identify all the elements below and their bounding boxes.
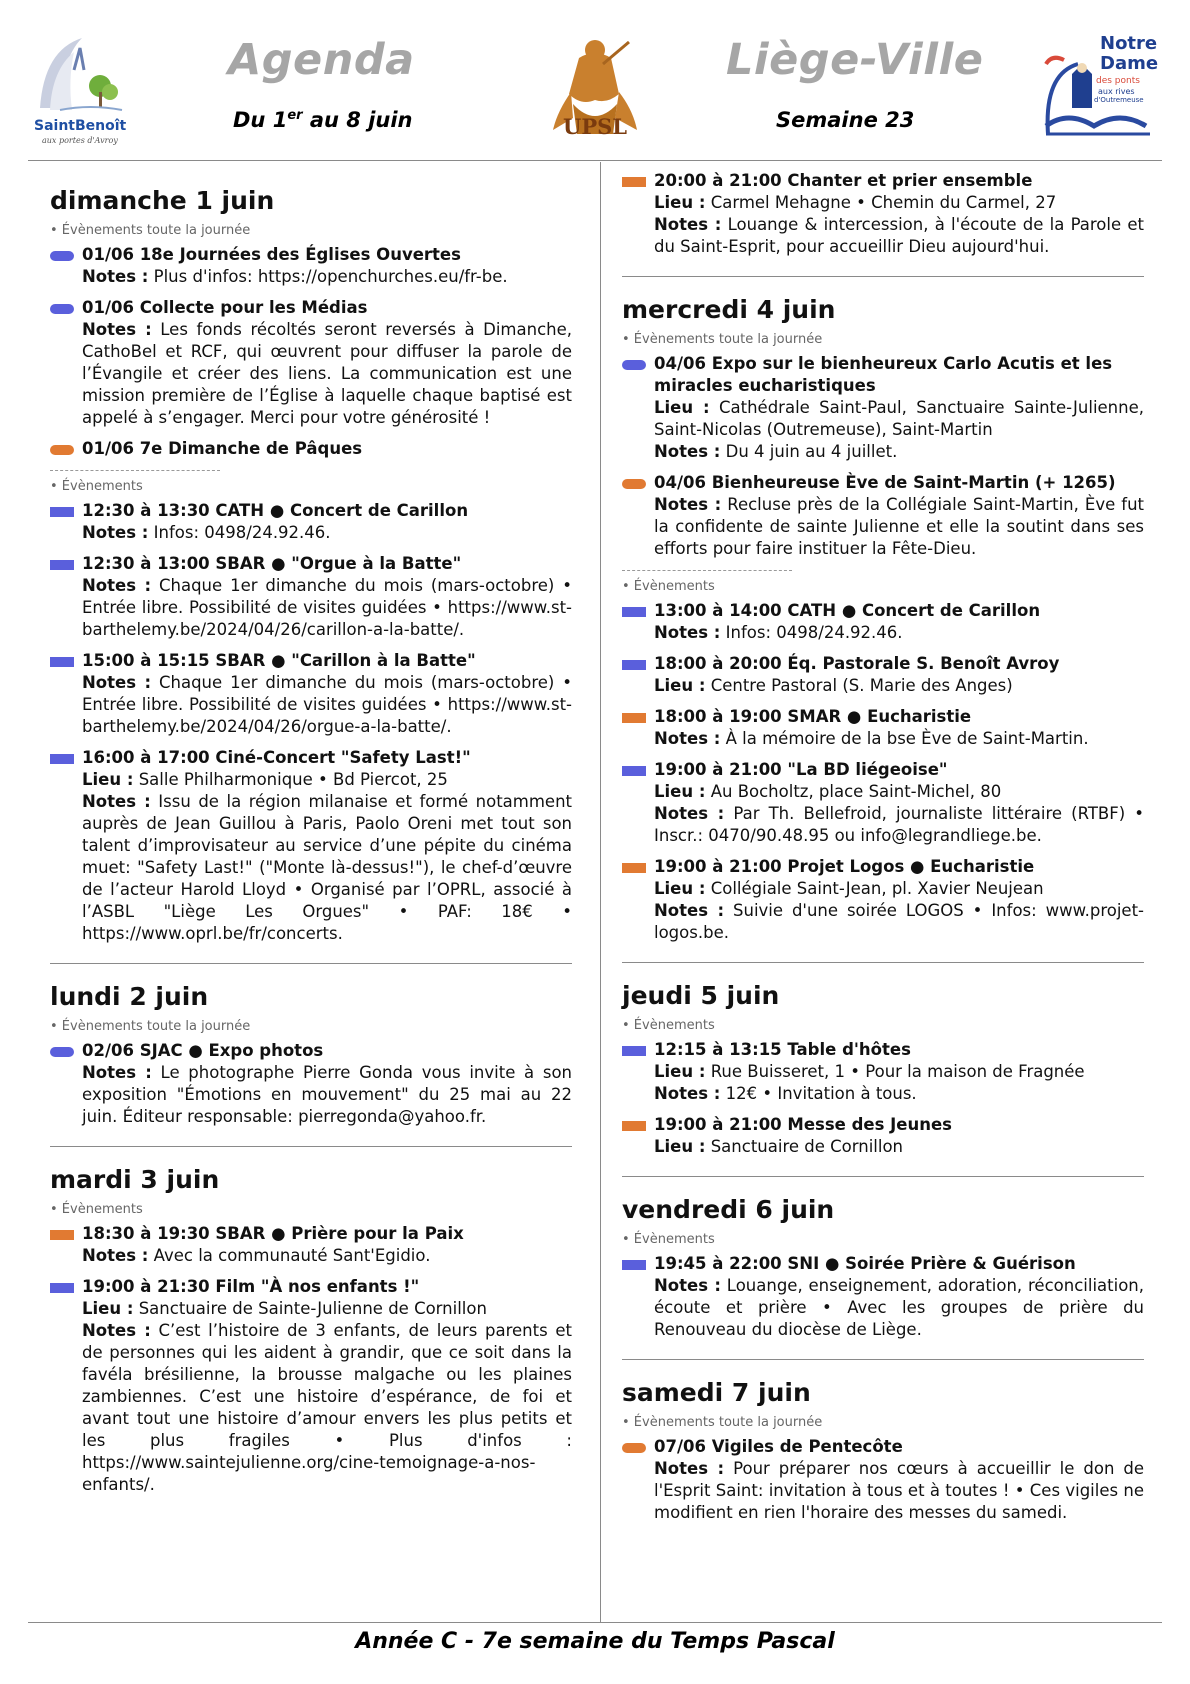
event-title: 18:30 à 19:30 SBAR ● Prière pour la Paix [82,1224,464,1243]
event-title: 15:00 à 15:15 SBAR ● "Carillon à la Batte" [82,651,476,670]
calendar-color-marker [622,863,646,873]
notre-dame-logo [1038,33,1159,146]
event-notes: Notes : Infos: 0498/24.92.46. [654,623,903,642]
allday-label: • Évènements toute la journée [622,1415,823,1430]
event-location: Lieu : Sanctuaire de Cornillon [654,1137,903,1156]
day-separator [622,1176,1144,1177]
calendar-color-marker [622,360,646,370]
right-column [622,168,1144,1533]
calendar-color-marker [622,479,646,489]
event-item [50,500,572,544]
event-title: 04/06 Bienheureuse Ève de Saint-Martin (+ 1265) [654,473,1116,492]
logo-left-text: SaintBenoît [34,118,127,134]
event-item [622,856,1144,944]
events-label: • Évènements [622,579,715,594]
event-location: Lieu : Rue Buisseret, 1 • Pour la maison de Fragnée [654,1062,1085,1081]
events-label: • Évènements [50,1202,143,1217]
calendar-color-marker [50,445,74,455]
event-item [50,297,572,429]
event-title: 04/06 Expo sur le bienheureux Carlo Acutis et les miracles eucharistiques [654,354,1113,395]
event-notes: Notes : Suivie d'une soirée LOGOS • Infos: www.projet-logos.be. [654,901,1144,942]
event-location: Lieu : Cathédrale Saint-Paul, Sanctuaire Sainte-Julienne, Saint-Nicolas (Outremeuse), Saint-Martin [654,398,1144,439]
calendar-color-marker [622,1046,646,1056]
event-item [622,170,1144,258]
day-heading-tuesday: mardi 3 juin [50,1165,220,1194]
events-label: • Évènements [50,479,143,494]
event-notes: Notes : C’est l’histoire de 3 enfants, de leurs parents et de personnes qui les aident à grandir, que ce soit dans la favéla brésilienne, la brousse malgache ou les plaines zambiennes. C’est une histoire d’espérance, de foi et avant tout une histoire d’amour envers les plus petits et les plus fragiles • Plus d'infos : https://www.saintejulienne.org/cine-temoignage-a-nos-enfants/. [82,1321,573,1494]
column-divider [600,162,601,1623]
logo-right-line5: d'Outremeuse [1094,96,1144,104]
day-heading-wednesday: mercredi 4 juin [622,295,836,324]
logo-left-sub: aux portes d'Avroy [42,136,118,145]
calendar-color-marker [50,657,74,667]
logo-right-line3: des ponts [1096,76,1140,86]
day-separator [50,1146,572,1147]
header-rule [28,160,1162,161]
event-location: Lieu : Centre Pastoral (S. Marie des Anges) [654,676,1013,695]
logo-right-line4: aux rives [1098,87,1135,96]
events-label: • Évènements [622,1018,715,1033]
event-notes: Notes : Recluse près de la Collégiale Saint-Martin, Ève fut la confidente de sainte Julienne et elle la soutint dans ses efforts pour faire instituer la Fête-Dieu. [654,495,1145,558]
event-title: 02/06 SJAC ● Expo photos [82,1041,324,1060]
event-item [50,1223,572,1267]
calendar-color-marker [622,766,646,776]
section-dash [50,470,220,471]
event-location: Lieu : Collégiale Saint-Jean, pl. Xavier Neujean [654,879,1044,898]
allday-label: • Évènements toute la journée [50,1019,251,1034]
day-separator [622,962,1144,963]
saint-benoit-logo [30,30,130,148]
event-notes: Notes : Chaque 1er dimanche du mois (mars-octobre) • Entrée libre. Possibilité de visites guidées • https://www.st-barthelemy.be/2024/04/26/orgue-a-la-batte/. [82,673,572,736]
event-location: Lieu : Salle Philharmonique • Bd Piercot, 25 [82,770,448,789]
calendar-color-marker [622,1260,646,1270]
event-notes: Notes : Par Th. Bellefroid, journaliste littéraire (RTBF) • Inscr.: 0470/90.48.95 ou info@legrandliege.be. [654,804,1145,845]
calendar-color-marker [50,560,74,570]
event-title: 01/06 Collecte pour les Médias [82,298,368,317]
event-item [622,1039,1144,1105]
event-location: Lieu : Au Bocholtz, place Saint-Michel, 80 [654,782,1002,801]
calendar-color-marker [622,177,646,187]
event-title: 16:00 à 17:00 Ciné-Concert "Safety Last!" [82,748,471,767]
logo-right-line2: Dame [1100,53,1159,74]
event-item [50,1040,572,1128]
event-item [622,1114,1144,1158]
events-label: • Évènements [622,1232,715,1247]
calendar-color-marker [50,304,74,314]
calendar-color-marker [622,713,646,723]
date-range: Du 1er au 8 juin [233,108,413,132]
event-item [50,438,572,460]
calendar-color-marker [50,507,74,517]
day-heading-monday: lundi 2 juin [50,982,209,1011]
day-heading-thursday: jeudi 5 juin [622,981,780,1010]
footer-rule [28,1622,1162,1623]
agenda-title: Agenda [228,35,415,85]
week-number: Semaine 23 [776,108,915,132]
event-notes: Notes : Issu de la région milanaise et formé notamment auprès de Jean Guillou à Paris, Paolo Oreni met tout son talent d’improvisateur au service d’une pépite du cinéma muet: "Safety Last!" ("Monte là-dessus!"), le chef-d’œuvre de l’acteur Harold Lloyd • Organisé par l’OPRL, associé à l’ASBL "Liège Les Orgues" • PAF: 18€ • https://www.oprl.be/fr/concerts. [82,792,573,943]
event-notes: Notes : Chaque 1er dimanche du mois (mars-octobre) • Entrée libre. Possibilité de visites guidées • https://www.st-barthelemy.be/2024/04/26/carillon-a-la-batte/. [82,576,572,639]
event-notes: Notes : 12€ • Invitation à tous. [654,1084,917,1103]
event-title: 19:00 à 21:00 Projet Logos ● Eucharistie [654,857,1035,876]
event-notes: Notes : Du 4 juin au 4 juillet. [654,442,898,461]
event-title: 12:30 à 13:00 SBAR ● "Orgue à la Batte" [82,554,462,573]
upsl-logo [543,34,643,146]
event-item [622,706,1144,750]
calendar-color-marker [50,754,74,764]
day-heading-saturday: samedi 7 juin [622,1378,811,1407]
event-notes: Notes : Infos: 0498/24.92.46. [82,523,331,542]
event-location: Lieu : Carmel Mehagne • Chemin du Carmel, 27 [654,193,1057,212]
event-location: Lieu : Sanctuaire de Sainte-Julienne de Cornillon [82,1299,487,1318]
event-notes: Notes : Louange, enseignement, adoration, réconciliation, écoute et prière • Avec les groupes de prière du Renouveau du diocèse de Liège. [654,1276,1144,1339]
event-notes: Notes : Les fonds récoltés seront reversés à Dimanche, CathoBel et RCF, qui œuvrent pour diffuser la parole de l’Évangile et créer des liens. La communication est une mission première de l’Église à laquelle chaque baptisé est appelé à s’engager. Merci pour votre générosité ! [82,320,572,427]
day-separator [622,276,1144,277]
left-column [50,168,572,1505]
allday-label: • Évènements toute la journée [622,332,823,347]
event-title: 12:30 à 13:30 CATH ● Concert de Carillon [82,501,469,520]
calendar-color-marker [622,1443,646,1453]
event-title: 19:00 à 21:30 Film "À nos enfants !" [82,1277,420,1296]
calendar-color-marker [622,660,646,670]
calendar-color-marker [50,1283,74,1293]
event-title: 01/06 18e Journées des Églises Ouvertes [82,245,461,264]
page-header [0,0,1190,160]
event-title: 18:00 à 20:00 Éq. Pastorale S. Benoît Avroy [654,654,1060,673]
day-separator [622,1359,1144,1360]
calendar-color-marker [622,1121,646,1131]
event-item [622,353,1144,463]
event-notes: Notes : Plus d'infos: https://openchurches.eu/fr-be. [82,267,508,286]
event-notes: Notes : À la mémoire de la bse Ève de Saint-Martin. [654,729,1089,748]
liturgical-week-footer: Année C - 7e semaine du Temps Pascal [355,1629,835,1654]
event-item [622,472,1144,560]
event-item [622,1253,1144,1341]
event-item [622,759,1144,847]
calendar-color-marker [622,607,646,617]
event-item [50,553,572,641]
event-title: 20:00 à 21:00 Chanter et prier ensemble [654,171,1033,190]
event-title: 19:45 à 22:00 SNI ● Soirée Prière & Guérison [654,1254,1076,1273]
event-item [622,1436,1144,1524]
day-separator [50,963,572,964]
day-heading-sunday: dimanche 1 juin [50,186,275,215]
calendar-color-marker [50,1230,74,1240]
event-title: 13:00 à 14:00 CATH ● Concert de Carillon [654,601,1041,620]
event-notes: Notes : Pour préparer nos cœurs à accueillir le don de l'Esprit Saint: invitation à tous et à toutes ! • Ces vigiles ne modifient en rien l'horaire des messes du samedi. [654,1459,1144,1522]
section-dash [622,570,792,571]
calendar-color-marker [50,251,74,261]
event-title: 18:00 à 19:00 SMAR ● Eucharistie [654,707,972,726]
event-notes: Notes : Avec la communauté Sant'Egidio. [82,1246,431,1265]
city-title: Liège-Ville [726,35,984,85]
event-item [622,600,1144,644]
event-title: 12:15 à 13:15 Table d'hôtes [654,1040,911,1059]
day-heading-friday: vendredi 6 juin [622,1195,835,1224]
event-title: 07/06 Vigiles de Pentecôte [654,1437,903,1456]
event-notes: Notes : Louange & intercession, à l'écoute de la Parole et du Saint-Esprit, pour accueillir Dieu aujourd'hui. [654,215,1144,256]
event-item [622,653,1144,697]
event-item [50,244,572,288]
calendar-color-marker [50,1047,74,1057]
event-item [50,650,572,738]
event-title: 01/06 7e Dimanche de Pâques [82,439,363,458]
logo-right-line1: Notre [1100,33,1158,54]
event-title: 19:00 à 21:00 "La BD liégeoise" [654,760,948,779]
logo-center-text: UPSL [563,114,628,139]
allday-label: • Évènements toute la journée [50,223,251,238]
event-notes: Notes : Le photographe Pierre Gonda vous invite à son exposition "Émotions en mouvement" du 25 mai au 22 juin. Éditeur responsable: pierregonda@yahoo.fr. [82,1063,573,1126]
event-title: 19:00 à 21:00 Messe des Jeunes [654,1115,952,1134]
event-item [50,747,572,945]
event-item [50,1276,572,1496]
